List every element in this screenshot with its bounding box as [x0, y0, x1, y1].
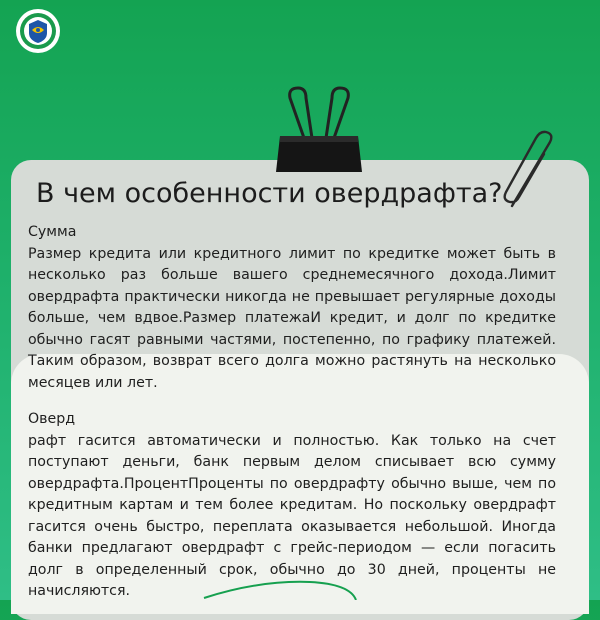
binder-clip-icon [276, 80, 362, 176]
emblem-logo [16, 9, 60, 53]
page-title: В чем особенности овердрафта? [36, 178, 503, 209]
section-heading: Оверд [28, 411, 76, 427]
section-overdraft-amount [28, 222, 556, 394]
section-body: Размер кредита или кредитного лимит по кредитке может быть в несколько раз больше вашего среднемесячного дохода.Лимит овердрафта практически никогда не превышает регулярные доходы больше, чем вдвое.Размер платежаИ кредит, и долг по кредитке обычно гасят равными частями, постепенно, по графику платежей. Таким образом, возврат всего долга можно растянуть на несколько месяцев или лет. [28, 245, 556, 391]
section-body: рафт гасится автоматически и полностью. Как только на счет поступают деньги, банк первым делом списывает всю сумму овердрафта.ПроцентПроценты по овердрафту обычно выше, чем по кредитным картам и тем более кредитам. Но поскольку овердрафт гасится очень быстро, переплата оказывается небольшой. Иногда банки предлагают овердрафт с грейс-периодом — если погасить долг в определенный срок, обычно до 30 дней, проценты не начисляются. [28, 432, 556, 599]
section-heading: Сумма [28, 224, 77, 240]
swoosh-decoration [200, 560, 360, 600]
